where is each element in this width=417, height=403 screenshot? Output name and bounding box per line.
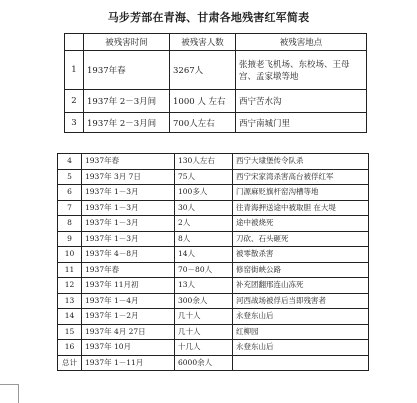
row-place: 修窑街峡公路 [233, 262, 369, 278]
table-row [58, 231, 369, 247]
row-time: 1937年 2－3月间 [84, 90, 170, 113]
row-count: 130人左右 [175, 154, 233, 170]
table-row [65, 51, 367, 90]
table-row [65, 90, 367, 113]
row-count: 700人左右 [170, 113, 236, 133]
row-count: 30人 [175, 200, 233, 216]
table-row [65, 113, 367, 133]
row-time: 1937年 1－3月 [82, 185, 175, 201]
row-place: 西宁苦水沟 [236, 90, 367, 113]
row-number: 5 [58, 169, 82, 185]
row-number: 1 [65, 51, 84, 90]
row-place: 永登东山后 [233, 309, 369, 325]
row-place: 河西战场被俘后当即残害者 [233, 293, 369, 309]
row-count: 70－80人 [175, 262, 233, 278]
row-count: 3267人 [170, 51, 236, 90]
row-number: 总计 [58, 355, 82, 371]
row-count: 8人 [175, 231, 233, 247]
row-count: 100多人 [175, 185, 233, 201]
row-place: 刀砍、石头砸死 [233, 231, 369, 247]
row-place: 西宁南城门里 [236, 113, 367, 133]
row-count: 13人 [175, 278, 233, 294]
row-number: 6 [58, 185, 82, 201]
table-row [58, 247, 369, 263]
row-time: 1937年 1－11月 [82, 355, 175, 371]
header-cell-time: 被残害时间 [84, 34, 170, 51]
summary-table-top [64, 33, 367, 133]
header-cell-count: 被残害人数 [170, 34, 236, 51]
table-header-row [65, 34, 367, 51]
table-row [58, 200, 369, 216]
table-row [58, 154, 369, 170]
row-place: 门源麻贬旗杆窑沟槽等地 [233, 185, 369, 201]
row-time: 1937年 3月 7日 [82, 169, 175, 185]
table-row [58, 324, 369, 340]
table-row [58, 293, 369, 309]
row-number: 2 [65, 90, 84, 113]
row-place: 红柳园 [233, 324, 369, 340]
row-count: 1000 人 左右 [170, 90, 236, 113]
row-time: 1937年 1－2月 [82, 309, 175, 325]
row-place: 永登东山后 [233, 340, 369, 356]
table-row [58, 262, 369, 278]
row-place: 往青海押送途中被取胆 在大堤 [233, 200, 369, 216]
header-cell-no [65, 34, 84, 51]
row-time: 1937年 4－8月 [82, 247, 175, 263]
row-time: 1937年 11月初 [82, 278, 175, 294]
row-place: 西宁宋家湾杀害高台被俘红军 [233, 169, 369, 185]
row-count: 14人 [175, 247, 233, 263]
row-time: 1937年 1－3月 [82, 200, 175, 216]
table-row [58, 340, 369, 356]
row-number: 15 [58, 324, 82, 340]
row-place: 被零散杀害 [233, 247, 369, 263]
row-time: 1937年 2－3月间 [84, 113, 170, 133]
table-row [58, 169, 369, 185]
row-number: 3 [65, 113, 84, 133]
summary-table-continued [57, 153, 369, 371]
row-time: 1937年 10月 [82, 340, 175, 356]
row-time: 1937年 1－3月 [82, 216, 175, 232]
row-place: 西宁大埭堡传令队杀 [233, 154, 369, 170]
row-number: 8 [58, 216, 82, 232]
table-row [58, 278, 369, 294]
row-count: 2人 [175, 216, 233, 232]
row-number: 14 [58, 309, 82, 325]
row-number: 9 [58, 231, 82, 247]
row-number: 4 [58, 154, 82, 170]
row-count: 几十人 [175, 309, 233, 325]
table-row [58, 309, 369, 325]
header-cell-place: 被残害地点 [236, 34, 367, 51]
row-count: 75人 [175, 169, 233, 185]
row-time: 1937年春 [82, 262, 175, 278]
row-number: 11 [58, 262, 82, 278]
row-time: 1937年 1－4月 [82, 293, 175, 309]
row-time: 1937年 4月 27日 [82, 324, 175, 340]
row-place: 补充团翻邢连山冻死 [233, 278, 369, 294]
row-number: 12 [58, 278, 82, 294]
table-row-total [58, 355, 369, 371]
row-count: 300余人 [175, 293, 233, 309]
table-row [58, 185, 369, 201]
row-place: 途中被烧死 [233, 216, 369, 232]
page-corner-frame [0, 384, 19, 403]
row-number: 13 [58, 293, 82, 309]
row-time: 1937年 1－3月 [82, 231, 175, 247]
row-time: 1937年春 [84, 51, 170, 90]
row-place: 张掖老飞机场、东校场、王母宫、孟家墩等地 [236, 51, 367, 90]
row-number: 16 [58, 340, 82, 356]
row-place [233, 355, 369, 371]
table-row [58, 216, 369, 232]
page-title: 马步芳部在青海、甘肃各地残害红军简表 [107, 11, 310, 24]
row-count: 十几人 [175, 340, 233, 356]
row-time: 1937年春 [82, 154, 175, 170]
row-count: 6000余人 [175, 355, 233, 371]
row-number: 10 [58, 247, 82, 263]
row-number: 7 [58, 200, 82, 216]
row-count: 几十人 [175, 324, 233, 340]
